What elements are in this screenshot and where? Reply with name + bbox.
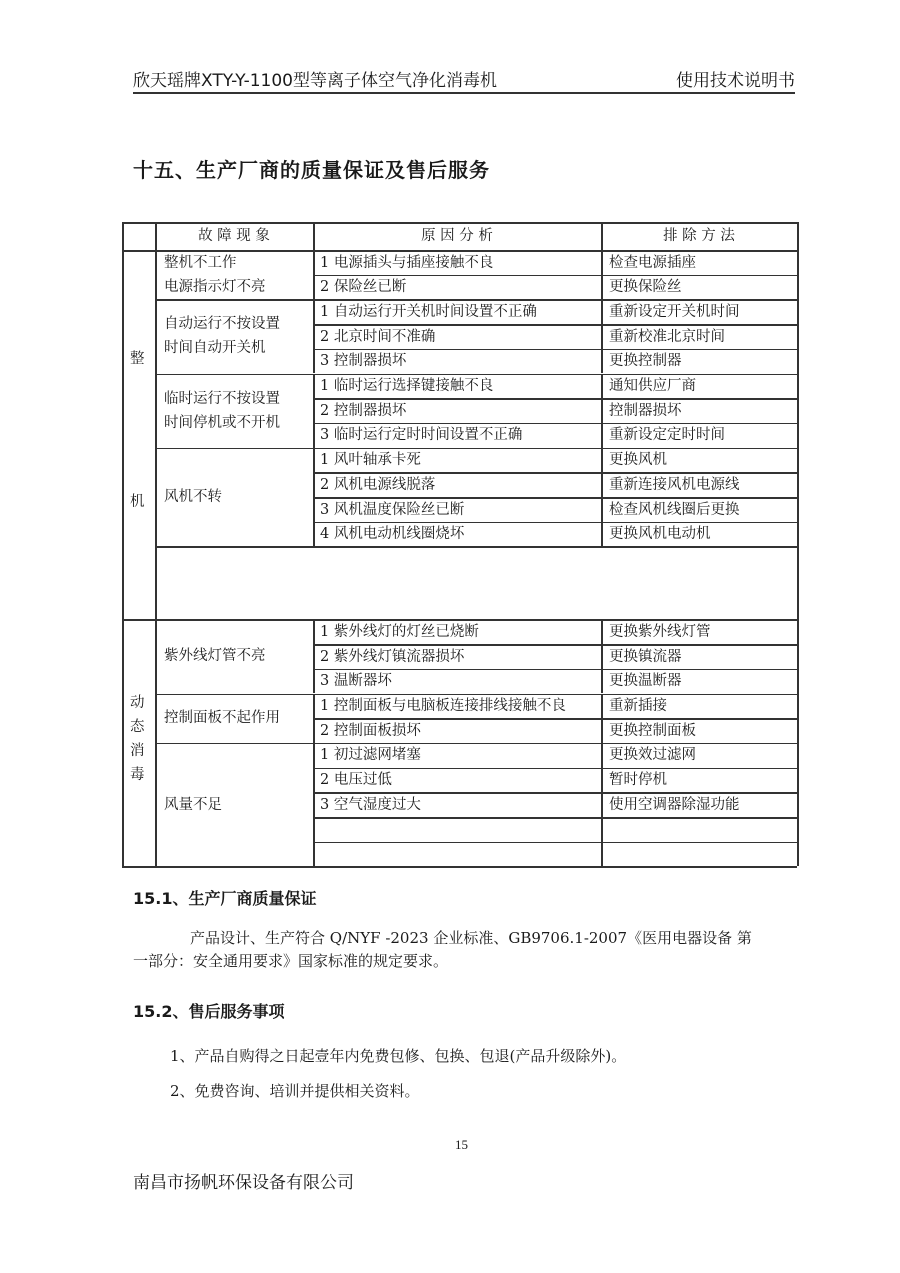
fix-cell: 更换温断器 [609,673,682,690]
page-number: 15 [455,1137,468,1152]
cause-cell: 3 控制器损坏 [320,353,407,370]
fix-cell: 重新连接风机电源线 [609,476,740,493]
symptom-cell: 时间自动开关机 [164,340,266,357]
service-item: 2、免费咨询、培训并提供相关资料。 [170,1082,420,1100]
symptom-cell: 电源指示灯不亮 [164,278,266,295]
category-char: 整 [130,351,145,367]
cause-cell: 1 风叶轴承卡死 [320,452,421,469]
table-rule [313,299,315,373]
fix-cell: 更换效过滤网 [609,747,696,764]
table-rule [601,448,603,547]
cause-cell: 4 风机电动机线圈烧坏 [320,526,465,543]
table-rule [122,222,797,224]
fix-cell: 检查电源插座 [609,254,696,271]
table-rule [122,866,797,868]
category-char: 动 [130,695,145,712]
category-char: 毒 [130,767,145,784]
fix-cell: 更换紫外线灯管 [609,623,711,640]
category-char: 态 [130,719,145,736]
symptom-cell: 临时运行不按设置 [164,390,280,407]
fix-cell: 更换控制面板 [609,722,696,739]
section-15-1-heading: 15.1、生产厂商质量保证 [133,889,317,908]
fix-cell: 重新校准北京时间 [609,328,725,345]
cause-cell: 3 临时运行定时时间设置不正确 [320,427,523,444]
table-rule [155,546,797,548]
cause-cell: 2 控制器损坏 [320,402,407,419]
table-rule [155,222,157,866]
table-rule [601,299,603,373]
table-rule [313,250,315,299]
table-rule [313,222,315,250]
table-header-cell: 原 因 分 析 [421,228,493,244]
table-rule [313,374,315,448]
table-rule [313,448,315,547]
table-rule [313,694,315,743]
cause-cell: 2 控制面板损坏 [320,722,421,739]
symptom-cell: 风量不足 [164,796,222,813]
symptom-cell: 自动运行不按设置 [164,316,280,333]
fix-cell: 更换保险丝 [609,279,682,296]
category-char: 消 [130,743,145,760]
cause-cell: 2 风机电源线脱落 [320,476,436,493]
fix-cell: 使用空调器除湿功能 [609,796,740,813]
section-title: 十五、生产厂商的质量保证及售后服务 [133,158,490,182]
symptom-cell: 风机不转 [164,489,222,505]
table-rule [601,694,603,743]
table-rule [601,619,603,693]
table-rule [155,743,797,745]
fix-cell: 更换控制器 [609,353,682,370]
page-header [133,64,795,94]
symptom-cell: 时间停机或不开机 [164,414,280,431]
fix-cell: 检查风机线圈后更换 [609,501,740,518]
fix-cell: 更换风机 [609,452,667,469]
fix-cell: 更换镇流器 [609,648,682,665]
table-header-cell: 排 除 方 法 [663,228,735,244]
cause-cell: 3 温断器坏 [320,673,392,690]
cause-cell: 2 电压过低 [320,772,392,789]
symptom-cell: 整机不工作 [164,254,237,271]
cause-cell: 1 自动运行开关机时间设置不正确 [320,303,537,320]
header-product-name: 欣天瑶牌XTY-Y-1100型等离子体空气净化消毒机 [133,71,497,91]
fix-cell: 更换风机电动机 [609,526,711,543]
quality-paragraph-line2: 一部分：安全通用要求》国家标准的规定要求。 [133,952,449,970]
cause-cell: 2 北京时间不准确 [320,328,436,345]
header-doc-type: 使用技术说明书 [676,71,795,91]
cause-cell: 1 电源插头与插座接触不良 [320,254,494,271]
cause-cell: 1 临时运行选择键接触不良 [320,378,494,394]
table-rule [601,743,603,867]
fix-cell: 重新插接 [609,698,667,714]
table-rule [122,222,124,866]
cause-cell: 3 风机温度保险丝已断 [320,501,465,518]
cause-cell: 3 空气湿度过大 [320,796,421,813]
table-rule [313,743,315,867]
table-rule [155,448,797,450]
table-rule [797,222,799,866]
footer-company: 南昌市扬帆环保设备有限公司 [133,1173,354,1193]
cause-cell: 1 控制面板与电脑板连接排线接触不良 [320,698,566,714]
table-rule [313,842,797,844]
quality-paragraph-line1: 产品设计、生产符合 Q/NYF -2023 企业标准、GB9706.1-2007《医用电器设备 第 [190,929,752,947]
symptom-cell: 紫外线灯管不亮 [164,648,266,665]
cause-cell: 2 紫外线灯镇流器损坏 [320,648,465,665]
fix-cell: 暂时停机 [609,772,667,789]
category-char: 机 [130,494,145,510]
section-15-2-heading: 15.2、售后服务事项 [133,1002,285,1021]
fix-cell: 通知供应厂商 [609,378,696,394]
table-rule [601,222,603,250]
fix-cell: 重新设定定时时间 [609,427,725,444]
cause-cell: 1 紫外线灯的灯丝已烧断 [320,623,479,640]
cause-cell: 1 初过滤网堵塞 [320,747,421,764]
fix-cell: 重新设定开关机时间 [609,303,740,320]
fix-cell: 控制器损坏 [609,402,682,419]
cause-cell: 2 保险丝已断 [320,279,407,296]
symptom-cell: 控制面板不起作用 [164,710,280,727]
table-rule [601,250,603,299]
table-rule [313,817,797,819]
table-rule [313,619,315,693]
service-item: 1、产品自购得之日起壹年内免费包修、包换、包退(产品升级除外)。 [170,1047,627,1065]
table-header-cell: 故 障 现 象 [198,228,270,244]
table-rule [601,374,603,448]
